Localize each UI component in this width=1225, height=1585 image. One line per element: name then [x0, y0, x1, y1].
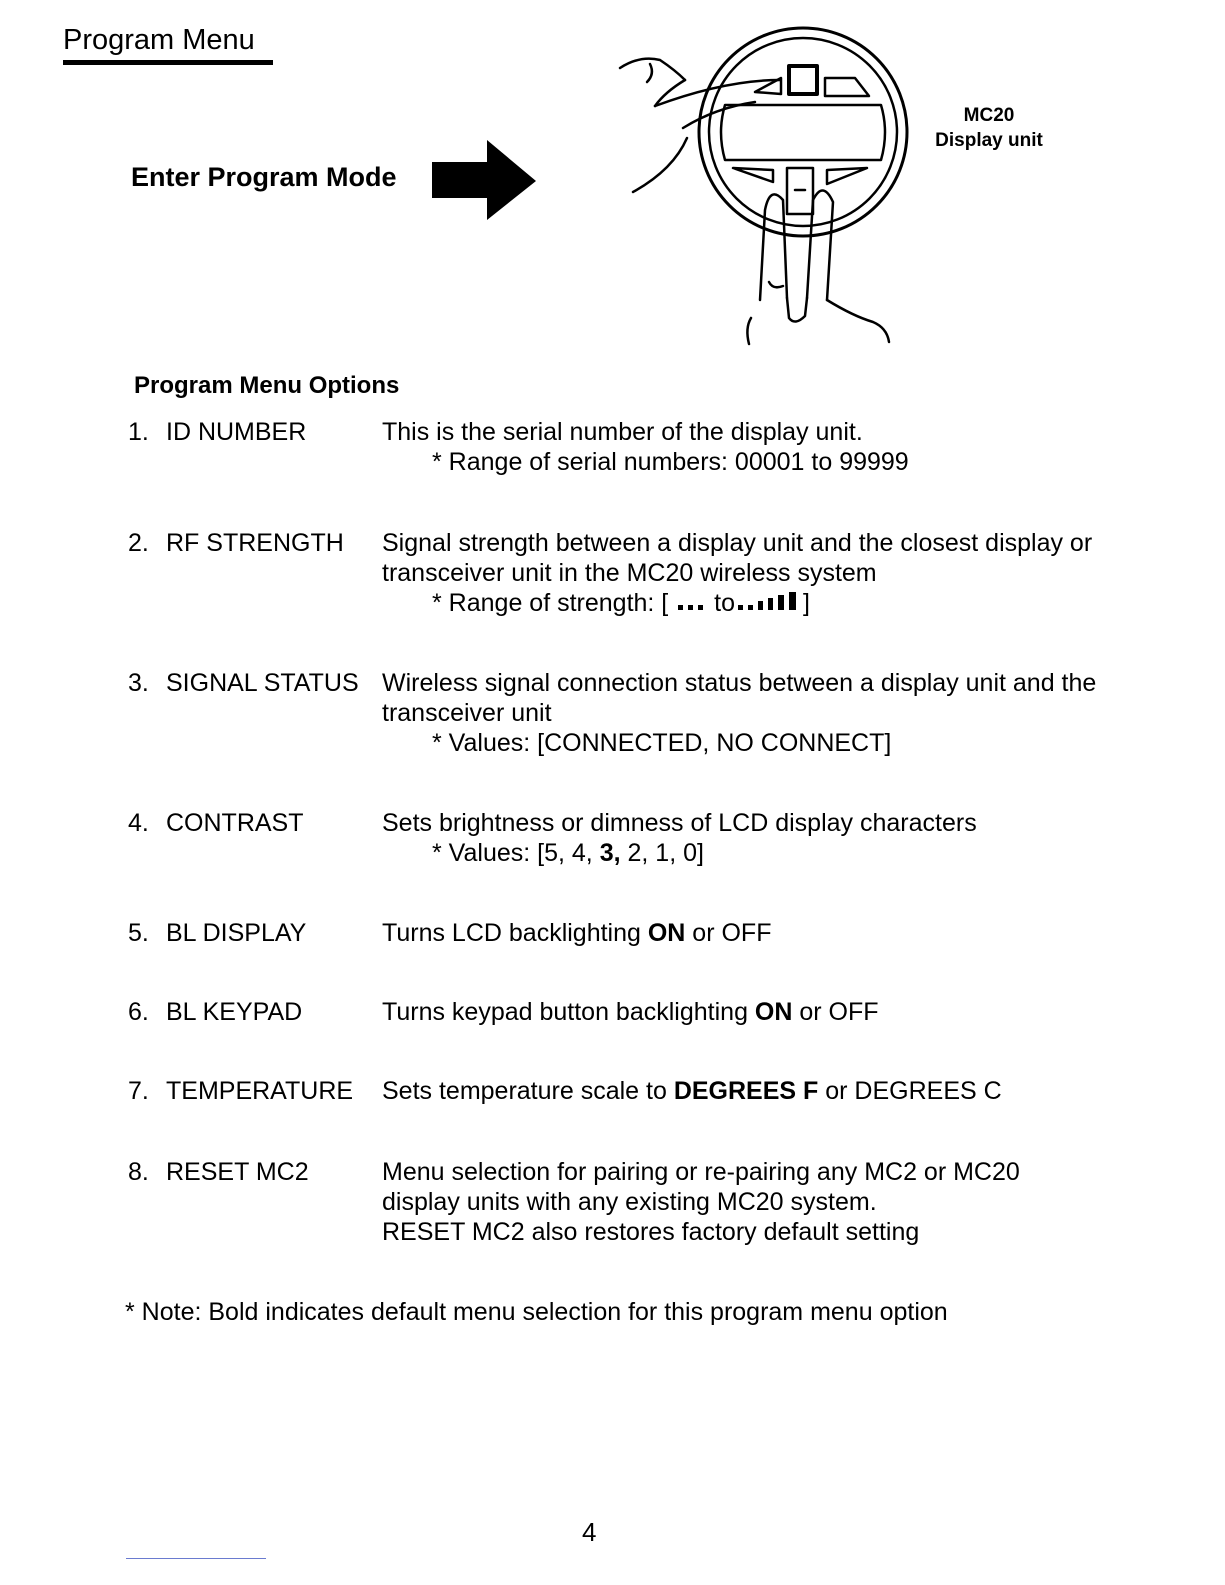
option-number: 4.: [128, 809, 149, 837]
desc-line: Sets brightness or dimness of LCD display characters: [382, 809, 977, 837]
values-prefix: * Values: [5, 4,: [432, 839, 600, 867]
range-prefix: * Range of strength: [: [432, 589, 669, 617]
option-name-temperature: [128, 1076, 353, 1106]
option-number: 5.: [128, 919, 149, 947]
footnote: * Note: Bold indicates default menu selection for this program menu option: [125, 1298, 948, 1326]
desc-line: This is the serial number of the display unit.: [382, 418, 863, 446]
page-title: Program Menu: [63, 22, 273, 65]
device-subtitle: Display unit: [935, 130, 1043, 151]
right-arrow-icon: [432, 140, 542, 227]
option-label: BL DISPLAY: [166, 919, 307, 947]
option-number: 7.: [128, 1077, 149, 1105]
option-desc-bl-keypad: [382, 997, 879, 1027]
desc-line: RESET MC2 also restores factory default setting: [382, 1218, 920, 1246]
default-value: ON: [647, 919, 686, 947]
option-label: BL KEYPAD: [166, 998, 303, 1026]
option-desc-signal-status: [382, 668, 1096, 758]
option-desc-temperature: [382, 1076, 1002, 1106]
desc-line: Menu selection for pairing or re-pairing any MC2 or MC20: [382, 1158, 1020, 1186]
default-value: DEGREES F: [673, 1077, 819, 1105]
option-name-id-number: [128, 417, 306, 447]
bottom-rule: [126, 1558, 266, 1559]
option-name-bl-display: [128, 918, 306, 948]
values-suffix: 2, 1, 0]: [620, 839, 704, 867]
option-label: TEMPERATURE: [166, 1077, 354, 1105]
option-name-signal-status: [128, 668, 359, 698]
option-number: 6.: [128, 998, 149, 1026]
signal-weak-icon: [675, 588, 707, 618]
desc-line: display units with any existing MC20 system.: [382, 1188, 877, 1216]
desc-suffix: or OFF: [792, 998, 879, 1026]
desc-prefix: Sets temperature scale to: [382, 1077, 674, 1105]
desc-suffix: or DEGREES C: [818, 1077, 1002, 1105]
option-number: 2.: [128, 529, 149, 557]
options-heading: Program Menu Options: [134, 372, 400, 399]
option-name-rf-strength: [128, 528, 344, 558]
desc-line: [382, 918, 771, 948]
option-desc-bl-display: [382, 918, 771, 948]
enter-program-mode-label: Enter Program Mode: [131, 162, 397, 192]
device-caption: [930, 103, 1048, 153]
option-number: 8.: [128, 1158, 149, 1186]
option-desc-reset-mc2: [382, 1157, 1020, 1247]
desc-suffix: or OFF: [685, 919, 772, 947]
page-number: 4: [582, 1517, 597, 1547]
desc-line: Signal strength between a display unit and the closest display or: [382, 529, 1093, 557]
range-suffix: ]: [803, 589, 810, 617]
desc-prefix: Turns LCD backlighting: [382, 919, 648, 947]
desc-line: [382, 997, 879, 1027]
option-number: 3.: [128, 669, 149, 697]
default-value: 3,: [599, 839, 621, 867]
desc-line: [382, 1076, 1002, 1106]
device-name: MC20: [963, 105, 1015, 126]
desc-line: transceiver unit: [382, 699, 552, 727]
option-desc-id-number: [382, 417, 909, 477]
option-name-reset-mc2: [128, 1157, 309, 1187]
option-name-contrast: [128, 808, 304, 838]
signal-full-icon: [735, 588, 803, 618]
option-label: CONTRAST: [166, 809, 304, 837]
range-mid: to: [714, 589, 736, 617]
option-name-bl-keypad: [128, 997, 302, 1027]
desc-range: [382, 588, 1092, 618]
option-label: ID NUMBER: [166, 418, 307, 446]
option-label: RESET MC2: [166, 1158, 309, 1186]
option-desc-rf-strength: [382, 528, 1092, 618]
desc-range: * Range of serial numbers: 00001 to 99999: [432, 448, 909, 476]
desc-line: Wireless signal connection status between a display unit and the: [382, 669, 1097, 697]
desc-values: * Values: [CONNECTED, NO CONNECT]: [432, 729, 892, 757]
default-value: ON: [754, 998, 793, 1026]
desc-prefix: Turns keypad button backlighting: [382, 998, 755, 1026]
display-unit-illustration: [605, 20, 910, 355]
option-label: SIGNAL STATUS: [166, 669, 359, 697]
option-label: RF STRENGTH: [166, 529, 344, 557]
option-desc-contrast: [382, 808, 977, 868]
desc-values: [382, 838, 977, 868]
desc-line: transceiver unit in the MC20 wireless system: [382, 559, 877, 587]
option-number: 1.: [128, 418, 149, 446]
